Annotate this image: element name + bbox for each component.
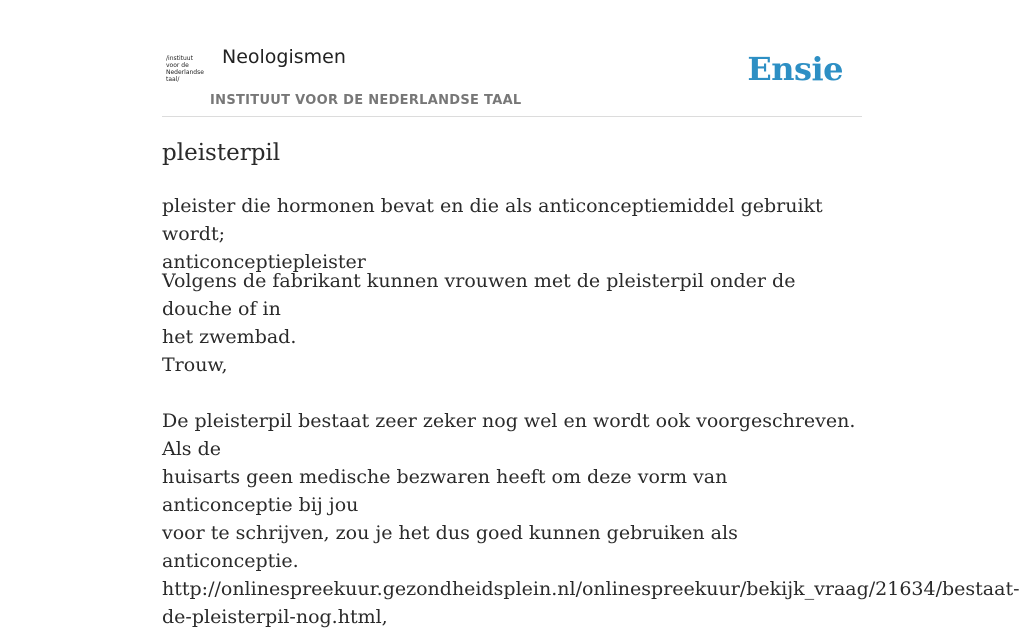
definition-line: anticonceptiepleister	[162, 251, 366, 273]
quote-line: huisarts geen medische bezwaren heeft om deze vorm van anticonceptie bij jou	[162, 466, 728, 516]
entry-headword: pleisterpil	[162, 140, 281, 166]
site-header	[162, 0, 862, 117]
logo-line: Nederlandse	[166, 69, 204, 76]
quote-line: voor te schrijven, zou je het dus goed kunnen gebruiken als anticonceptie.	[162, 522, 738, 572]
quote-source: Trouw,	[162, 354, 228, 376]
entry-quotes	[162, 267, 1020, 631]
ensie-brand-logo[interactable]: Ensie	[747, 50, 843, 88]
definition-line: pleister die hormonen bevat en die als anticonceptiemiddel gebruikt wordt;	[162, 195, 823, 245]
quote-line: Volgens de fabrikant kunnen vrouwen met de pleisterpil onder de douche of in	[162, 270, 796, 320]
quote-line: het zwembad.	[162, 326, 297, 348]
quote-source-url: de-pleisterpil-nog.html,	[162, 606, 388, 628]
entry-definition	[162, 192, 862, 276]
institute-name: INSTITUUT VOOR DE NEDERLANDSE TAAL	[210, 93, 522, 108]
logo-line: taal/	[166, 76, 180, 83]
logo-line: voor de	[166, 62, 189, 69]
institute-logo[interactable]	[166, 55, 210, 89]
quote-line: De pleisterpil bestaat zeer zeker nog wel en wordt ook voorgeschreven. Als de	[162, 410, 856, 460]
site-name-link[interactable]: Neologismen	[222, 46, 346, 68]
spacer	[162, 379, 862, 407]
logo-line: /instituut	[166, 55, 193, 62]
quote-source-url: http://onlinespreekuur.gezondheidsplein.nl/onlinespreekuur/bekijk_vraag/21634/bestaat-	[162, 578, 1020, 600]
